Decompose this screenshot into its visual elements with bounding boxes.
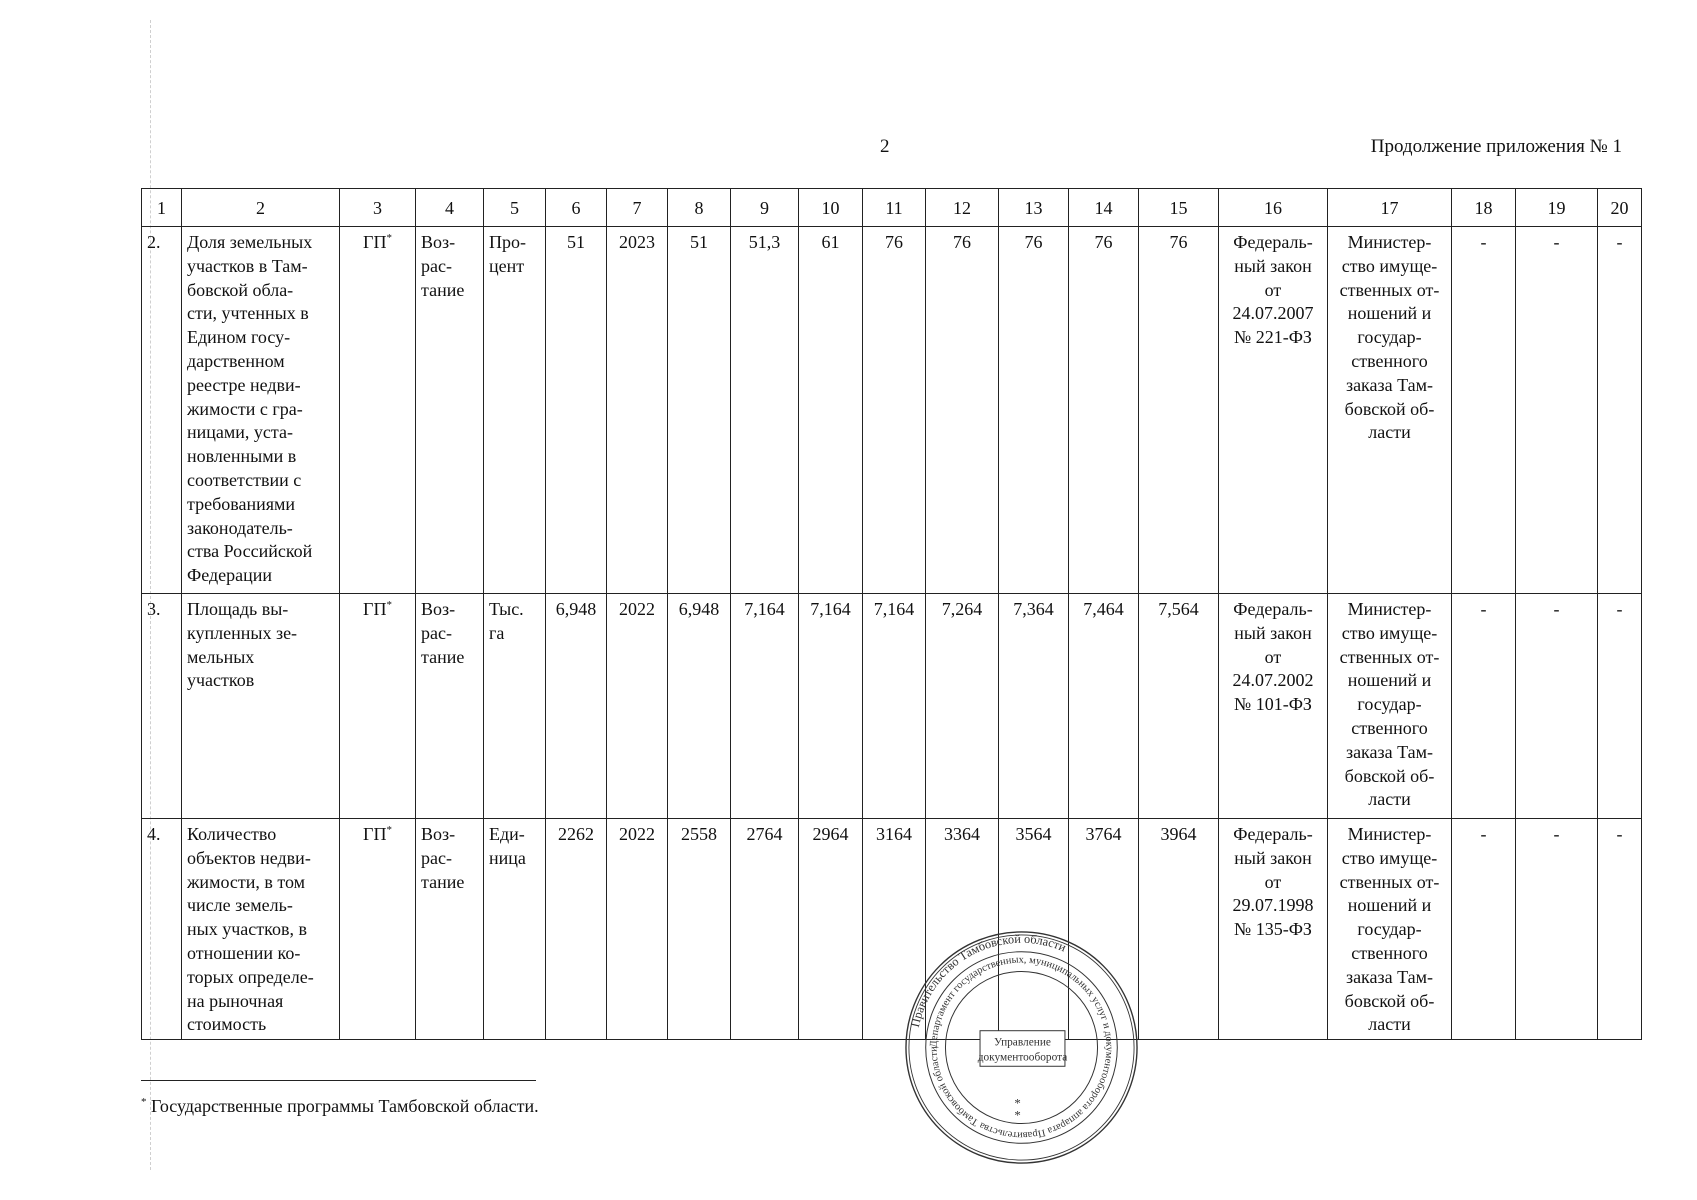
value-cell: 7,564 xyxy=(1139,594,1219,819)
column-header: 16 xyxy=(1219,189,1328,227)
value-cell: 6,948 xyxy=(546,594,607,819)
column-19-cell: - xyxy=(1516,227,1598,594)
footnote-marker: * xyxy=(141,1096,147,1108)
program-type-text: ГП xyxy=(363,232,387,252)
column-18-cell: - xyxy=(1452,819,1516,1040)
value-cell: 2022 xyxy=(607,594,668,819)
legal-basis: Федераль- ный закон от 29.07.1998 № 135-ФЗ xyxy=(1219,819,1328,1040)
footnote-text: Государственные программы Тамбовской области. xyxy=(146,1096,539,1116)
column-19-cell: - xyxy=(1516,594,1598,819)
column-20-cell: - xyxy=(1598,594,1642,819)
value-cell: 7,164 xyxy=(863,594,926,819)
column-header: 13 xyxy=(999,189,1069,227)
column-19-cell: - xyxy=(1516,819,1598,1040)
program-type xyxy=(340,227,416,594)
page-number: 2 xyxy=(880,136,890,157)
unit: Про- цент xyxy=(484,227,546,594)
column-header: 12 xyxy=(926,189,999,227)
unit: Тыс. га xyxy=(484,594,546,819)
column-20-cell: - xyxy=(1598,819,1642,1040)
trend: Воз- рас- тание xyxy=(416,594,484,819)
stamp-star: * xyxy=(1014,1108,1021,1123)
row-number: 3. xyxy=(142,594,182,819)
footnote xyxy=(141,1096,539,1117)
column-header: 3 xyxy=(340,189,416,227)
column-18-cell: - xyxy=(1452,227,1516,594)
table-row xyxy=(142,227,1642,594)
value-cell: 7,164 xyxy=(799,594,863,819)
column-header: 15 xyxy=(1139,189,1219,227)
column-header: 18 xyxy=(1452,189,1516,227)
value-cell: 7,264 xyxy=(926,594,999,819)
value-cell: 61 xyxy=(799,227,863,594)
value-cell: 76 xyxy=(1069,227,1139,594)
value-cell: 2558 xyxy=(668,819,731,1040)
column-20-cell: - xyxy=(1598,227,1642,594)
stamp-inner-text: Департамент государственных, муниципальных услуг и документооборота аппарата Правительства Тамбовской области xyxy=(928,954,1115,1141)
column-header: 2 xyxy=(182,189,340,227)
column-header: 4 xyxy=(416,189,484,227)
program-type xyxy=(340,594,416,819)
legal-basis: Федераль- ный закон от 24.07.2007 № 221-ФЗ xyxy=(1219,227,1328,594)
value-cell: 7,164 xyxy=(731,594,799,819)
value-cell: 51 xyxy=(668,227,731,594)
appendix-continuation-label: Продолжение приложения № 1 xyxy=(1370,136,1622,157)
column-header: 10 xyxy=(799,189,863,227)
stamp-center-line-1: Управление xyxy=(994,1036,1051,1049)
stamp-outer-text: Правительство Тамбовской области xyxy=(907,931,1069,1029)
indicator-name: Количество объектов недви- жимости, в том числе земель- ных участков, в отношении ко- торых определе- на рыночная стоимость xyxy=(182,819,340,1040)
column-header: 17 xyxy=(1328,189,1452,227)
value-cell: 2023 xyxy=(607,227,668,594)
responsible-ministry: Министер- ство имуще- ственных от- ношений и государ- ственного заказа Там- бовской об- ласти xyxy=(1328,594,1452,819)
value-cell: 51 xyxy=(546,227,607,594)
value-cell: 76 xyxy=(999,227,1069,594)
value-cell: 3164 xyxy=(863,819,926,1040)
value-cell: 3364 xyxy=(926,819,999,1040)
column-number-row xyxy=(142,189,1642,227)
column-header: 19 xyxy=(1516,189,1598,227)
value-cell: 6,948 xyxy=(668,594,731,819)
value-cell: 76 xyxy=(926,227,999,594)
program-type xyxy=(340,819,416,1040)
indicator-name: Площадь вы- купленных зе- мельных участков xyxy=(182,594,340,819)
program-type-text: ГП xyxy=(363,599,387,619)
footnote-marker: * xyxy=(386,232,392,244)
column-header: 20 xyxy=(1598,189,1642,227)
value-cell: 2262 xyxy=(546,819,607,1040)
column-header: 6 xyxy=(546,189,607,227)
unit: Еди- ница xyxy=(484,819,546,1040)
column-header: 7 xyxy=(607,189,668,227)
value-cell: 3764 xyxy=(1069,819,1139,1040)
value-cell: 2022 xyxy=(607,819,668,1040)
column-header: 1 xyxy=(142,189,182,227)
trend: Воз- рас- тание xyxy=(416,227,484,594)
official-stamp-seal xyxy=(903,929,1140,1166)
value-cell: 2964 xyxy=(799,819,863,1040)
indicators-table xyxy=(141,188,1642,1040)
footnote-divider xyxy=(141,1080,536,1081)
value-cell: 76 xyxy=(1139,227,1219,594)
value-cell: 2764 xyxy=(731,819,799,1040)
column-18-cell: - xyxy=(1452,594,1516,819)
responsible-ministry: Министер- ство имуще- ственных от- ношений и государ- ственного заказа Там- бовской об- ласти xyxy=(1328,819,1452,1040)
value-cell: 3564 xyxy=(999,819,1069,1040)
indicator-name: Доля земельных участков в Там- бовской обла- сти, учтенных в Едином госу- дарственном реестре недви- жимости с гра- ницами, уста- новленными в соответствии с требованиями законодатель- ства Российской Федерации xyxy=(182,227,340,594)
responsible-ministry: Министер- ство имуще- ственных от- ношений и государ- ственного заказа Там- бовской об- ласти xyxy=(1328,227,1452,594)
table-row xyxy=(142,594,1642,819)
value-cell: 7,464 xyxy=(1069,594,1139,819)
stamp-center-line-2: документооборота xyxy=(977,1051,1068,1064)
value-cell: 76 xyxy=(863,227,926,594)
column-header: 9 xyxy=(731,189,799,227)
trend: Воз- рас- тание xyxy=(416,819,484,1040)
table-row xyxy=(142,819,1642,1040)
program-type-text: ГП xyxy=(363,824,387,844)
value-cell: 3964 xyxy=(1139,819,1219,1040)
column-header: 11 xyxy=(863,189,926,227)
row-number: 4. xyxy=(142,819,182,1040)
column-header: 5 xyxy=(484,189,546,227)
row-number: 2. xyxy=(142,227,182,594)
value-cell: 7,364 xyxy=(999,594,1069,819)
column-header: 8 xyxy=(668,189,731,227)
column-header: 14 xyxy=(1069,189,1139,227)
legal-basis: Федераль- ный закон от 24.07.2002 № 101-ФЗ xyxy=(1219,594,1328,819)
footnote-marker: * xyxy=(386,599,392,611)
stamp-star: * xyxy=(1014,1096,1021,1111)
value-cell: 51,3 xyxy=(731,227,799,594)
footnote-marker: * xyxy=(386,824,392,836)
